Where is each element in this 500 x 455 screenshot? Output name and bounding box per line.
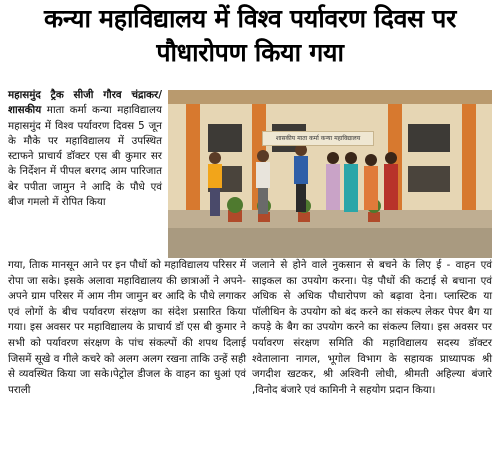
article-intro-text: माता कर्मा कन्या महाविद्यालय महासमुंद में विश्व पर्यावरण दिवस 5 जून के मौके पर महाविद्यालय में उपस्थित स्टाफने प्राचार्य डॉक्टर एस बी कुमार सर के निर्देशन में पीपल बरगद आम पारिजात बेर पपीता जामुन ने आदि के पौधे एवं बीज गमलो में रोपित किया bbox=[8, 104, 162, 209]
event-photo-illustration bbox=[168, 90, 492, 258]
article-intro bbox=[8, 88, 162, 210]
article-column-right: जलाने से होने वाले नुकसान से बचने के लिए ई - वाहन एवं साइकल का उपयोग करना। पेड़ पौधों की कटाई से बचाना एवं अधिक से अधिक पौधारोपण को बढ़ावा देना। प्लास्टिक या पॉलीथिन के उपयोग को बंद करने का संकल्प लेकर पेपर बैग या कपड़े के बैग का उपयोग करने का संकल्प लिया। इस अवसर पर पर्यावरण संरक्षण समिति की महाविद्यालय सदस्य डॉक्टर श्वेतालाना नागल, भूगोल विभाग के सहायक प्राध्यापक श्री जगदीश खटकर, श्री अश्विनी लोधी, श्रीमती अहिल्या बंजारे ,विनोद बंजारे एवं कामिनी ने सहयोग प्रदान किया। bbox=[252, 259, 492, 396]
photo-banner: शासकीय माता कर्मा कन्या महाविद्यालय bbox=[262, 131, 374, 146]
article-byline: महासमुंद ट्रैक सीजी गौरव चंद्राकर/शासकीय bbox=[8, 89, 162, 117]
headline-line-2: पौधारोपण किया गया bbox=[156, 38, 344, 67]
headline-line-1: कन्या महाविद्यालय में विश्व पर्यावरण दिवस पर bbox=[43, 4, 457, 33]
event-photo bbox=[168, 90, 492, 258]
headline bbox=[0, 2, 500, 70]
article-column-left: गया, तािक मानसून आने पर इन पौधों को महाविद्यालय परिसर में रोपा जा सके। इसके अलावा महाविद्यालय की छात्राओं ने अपने-अपने ग्राम परिसर में आम नीम जामुन बर आदि के पौधे लगाकर एवं लोगों के बीच पर्यावरण संरक्षण का संदेश प्रसारित किया गया। इस अवसर पर महाविद्यालय के प्राचार्य डॉ एस बी कुमार ने सभी को पर्यावरण संरक्षण के पांच संकल्पों की शपथ दिलाई जिसमें सूखे व गीले कचरे को अलग अलग रखना ताकि उन्हें सही से व्यवस्थित किया जा सके।पेट्रोल डीजल के वाहन का धुआं एवं पराली bbox=[8, 259, 246, 396]
